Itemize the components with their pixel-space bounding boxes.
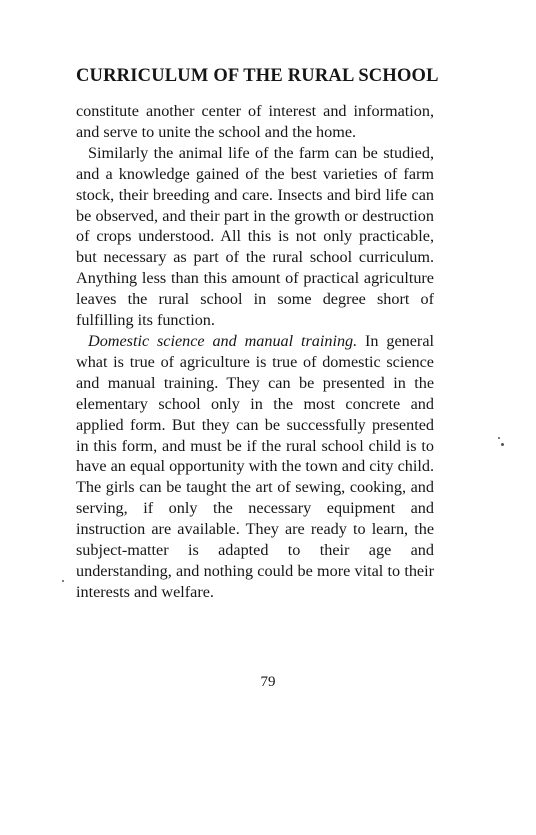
paragraph-body: In general what is true of agriculture is true of domestic science and manual training. They can be presented in the elementary school only in the most concrete and applied form. But they can be successfully presented in this form, and must be if the rural school child is to have an equal opportunity with the town and city child. The girls can be taught the art of sewing, cooking, and serving, if only the necessary equipment and instruction are available. They are ready to learn, the subject-matter is adapted to their age and understanding, and nothing could be more vital to their interests and welfare. <box>76 331 434 601</box>
scan-speck <box>501 443 504 446</box>
running-head: CURRICULUM OF THE RURAL SCHOOL <box>76 66 439 86</box>
scan-speck <box>498 437 500 439</box>
paragraph-lead-italic: Domestic science and manual training. <box>88 331 358 350</box>
page-number: 79 <box>260 674 276 690</box>
body-text <box>76 101 434 603</box>
paragraph-continued: constitute another center of interest and information, and serve to unite the school and the home. <box>76 102 434 141</box>
paragraph-domestic-science <box>76 331 434 603</box>
paragraph-animal-life: Similarly the animal life of the farm can be studied, and a knowledge gained of the best varieties of farm stock, their breeding and care. Insects and bird life can be observed, and their part in the growth or destruction of crops understood. All this is not only practicable, but necessary as part of the rural school curriculum. Anything less than this amount of practical agriculture leaves the rural school in some degree short of fulfilling its function. <box>76 143 434 330</box>
scan-speck <box>62 580 64 582</box>
